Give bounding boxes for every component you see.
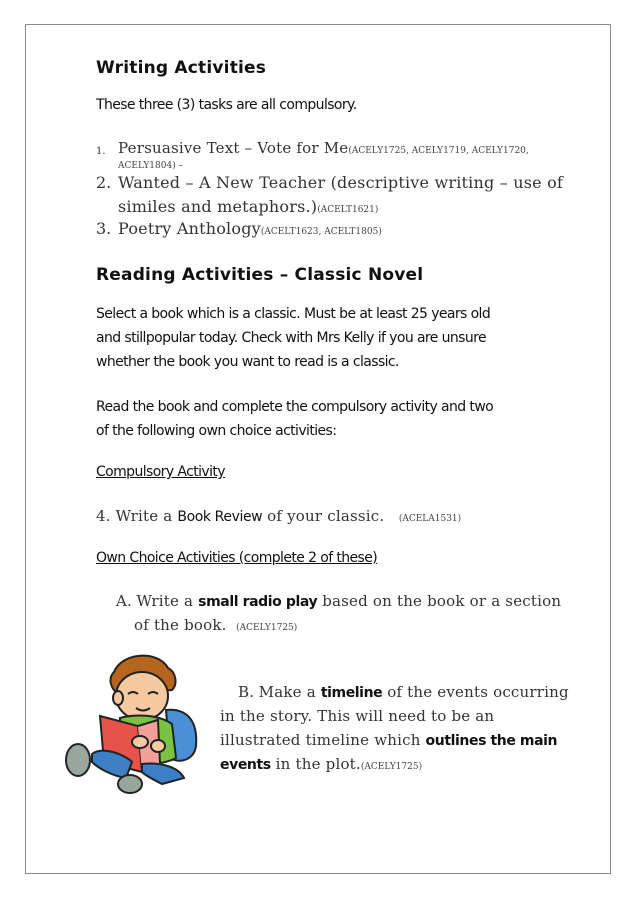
choice-b-line2: in the story. This will need to be an	[220, 707, 495, 725]
reading-para1-line1: Select a book which is a classic. Must be at least 25 years old	[96, 306, 491, 322]
task-3-number: 3.	[96, 219, 112, 238]
choice-a-bold: small radio play	[198, 594, 318, 610]
task-1	[118, 139, 529, 158]
choice-b	[238, 683, 569, 702]
choice-a-cont	[134, 616, 297, 635]
choice-b-post: of the events occurring	[382, 683, 569, 701]
choice-b-line3	[220, 731, 557, 750]
own-choice-heading: Own Choice Activities (complete 2 of these)	[96, 550, 378, 566]
task-1-code-cont: ACELY1804) –	[118, 161, 184, 171]
choice-a-line2: of the book.	[134, 616, 227, 634]
choice-a	[116, 592, 561, 611]
reading-para2-line2: of the following own choice activities:	[96, 423, 337, 439]
task-3	[118, 219, 382, 239]
writing-heading: Writing Activities	[96, 58, 267, 78]
task-3-code: (ACELT1623, ACELT1805)	[260, 227, 382, 237]
compulsory-item-bold: Book Review	[177, 509, 263, 525]
reading-heading: Reading Activities – Classic Novel	[96, 265, 424, 285]
compulsory-item-post: of your classic.	[262, 507, 385, 525]
choice-a-pre: Write a	[136, 592, 199, 610]
task-2-cont	[118, 197, 378, 217]
boy-reading-book-clipart	[62, 650, 212, 795]
reading-para1-line3: whether the book you want to read is a classic.	[96, 354, 399, 370]
choice-a-post: based on the book or a section	[317, 592, 562, 610]
reading-para1-line2: and stillpopular today. Check with Mrs Kelly if you are unsure	[96, 330, 487, 346]
compulsory-item-code: (ACELA1531)	[398, 514, 462, 524]
choice-b-label: B.	[238, 683, 255, 701]
choice-b-line4-bold: events	[220, 757, 271, 773]
choice-b-code: (ACELY1725)	[360, 762, 423, 772]
choice-b-bold: timeline	[320, 685, 383, 701]
task-1-number: 1.	[96, 146, 106, 157]
compulsory-item-pre: 4. Write a	[96, 507, 178, 525]
choice-a-code: (ACELY1725)	[236, 623, 298, 633]
choice-b-line4	[220, 755, 422, 774]
reading-para2-line1: Read the book and complete the compulsory activity and two	[96, 399, 494, 415]
task-2-number: 2.	[96, 173, 112, 192]
choice-b-line3-bold: outlines the main	[425, 733, 558, 749]
choice-b-line4-post: in the plot.	[270, 755, 361, 773]
task-1-text: Persuasive Text – Vote for Me	[118, 139, 349, 157]
choice-b-pre: Make a	[258, 683, 321, 701]
task-1-code: (ACELY1725, ACELY1719, ACELY1720,	[348, 146, 529, 156]
compulsory-item	[96, 507, 461, 526]
task-2-code: (ACELT1621)	[317, 205, 379, 215]
writing-intro: These three (3) tasks are all compulsory.	[96, 97, 357, 113]
compulsory-heading: Compulsory Activity	[96, 464, 225, 480]
choice-a-label: A.	[116, 592, 133, 610]
task-2-text-cont: similes and metaphors.)	[118, 197, 318, 216]
task-3-text: Poetry Anthology	[118, 219, 261, 238]
choice-b-line3-pre: illustrated timeline which	[220, 731, 426, 749]
task-2-text: Wanted – A New Teacher (descriptive writing – use of	[118, 173, 564, 192]
